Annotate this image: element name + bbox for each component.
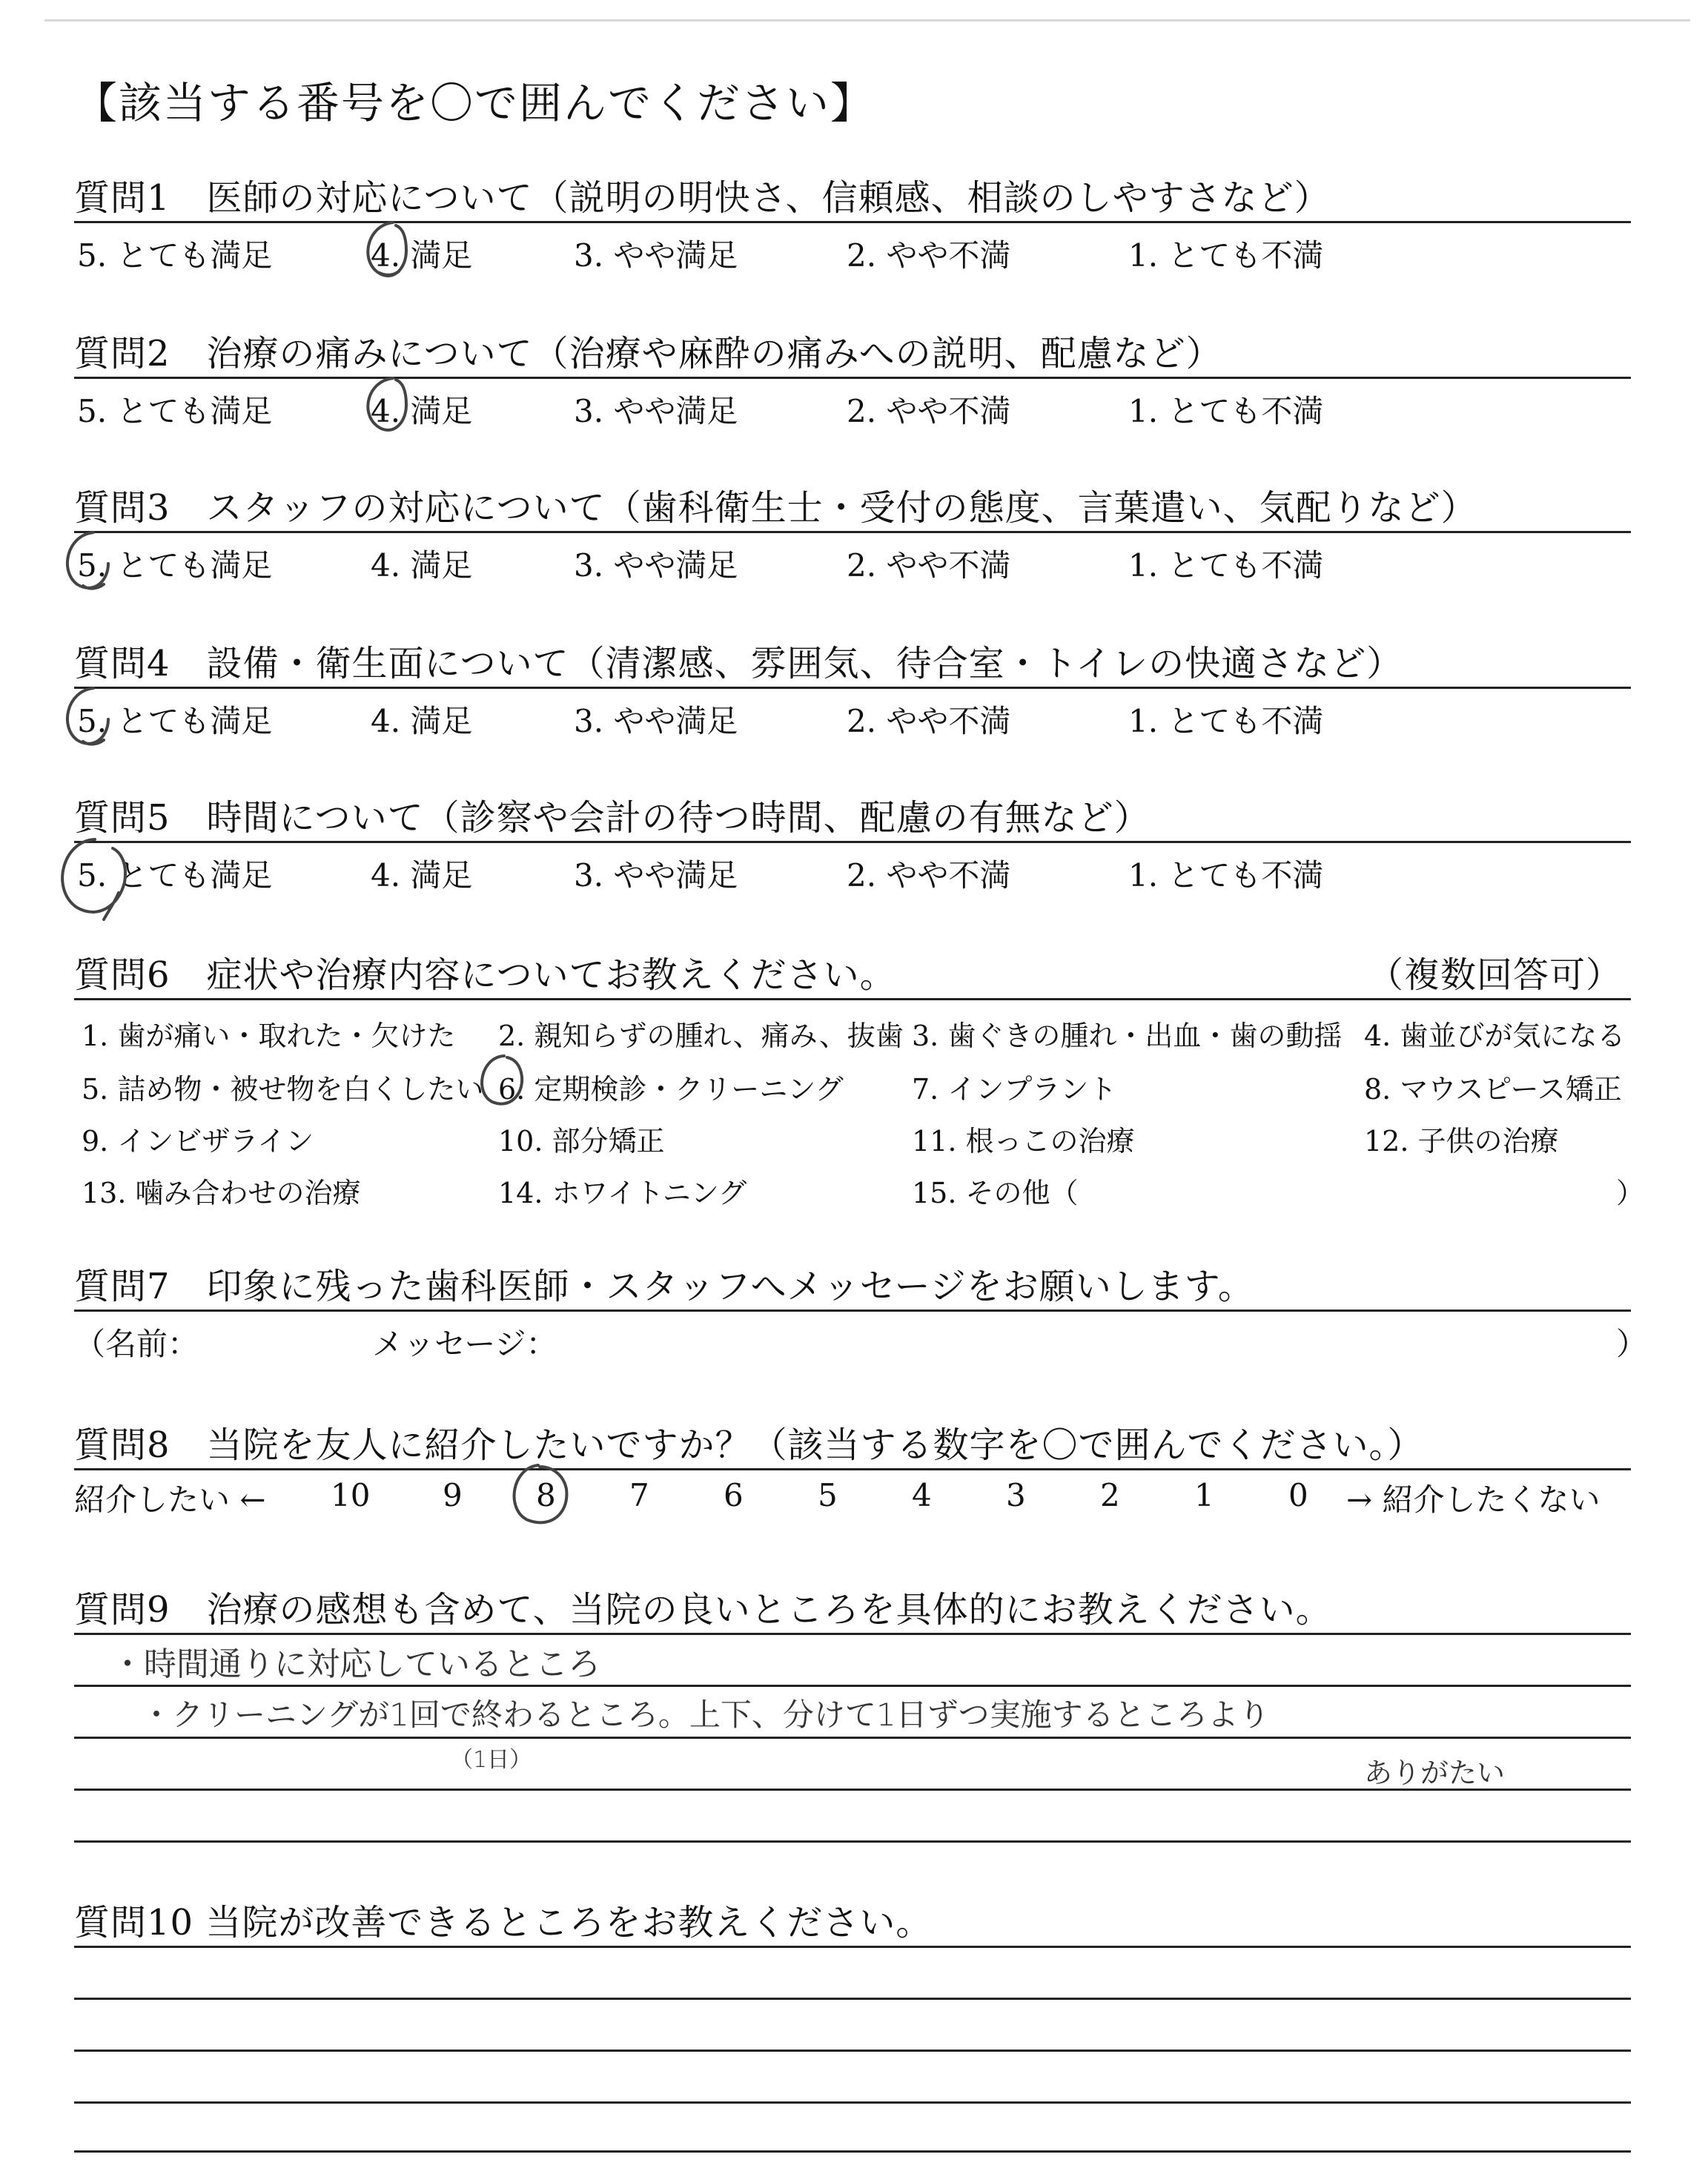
q8-score-5[interactable]: 5: [818, 1477, 838, 1513]
q2-option-5[interactable]: 5. とても満足: [77, 393, 273, 429]
q6-item-8[interactable]: 8. マウスピース矯正: [1364, 1073, 1622, 1106]
q10-rule-5: [74, 2150, 1631, 2153]
q7-message-label: メッセージ：: [372, 1326, 557, 1362]
q8-score-3[interactable]: 3: [1006, 1477, 1026, 1513]
q6-item-7[interactable]: 7. インプラント: [912, 1073, 1117, 1106]
q6-item-4[interactable]: 4. 歯並びが気になる: [1364, 1020, 1626, 1052]
q2-option-3[interactable]: 3. やや満足: [574, 393, 738, 429]
q2-option-1[interactable]: 1. とても不満: [1128, 393, 1324, 429]
q5-option-5[interactable]: 5. とても満足: [77, 857, 273, 894]
q6-rule: [74, 998, 1631, 1000]
q8-right-label: → 紹介したくない: [1346, 1482, 1601, 1518]
q4-option-1[interactable]: 1. とても不満: [1128, 703, 1324, 739]
q9-handwritten-line-1: ・時間通りに対応しているところ: [111, 1645, 600, 1683]
q6-item-13[interactable]: 13. 噛み合わせの治療: [82, 1177, 361, 1209]
q6-item-2[interactable]: 2. 親知らずの腫れ、痛み、抜歯: [498, 1020, 904, 1052]
q7-close: ）: [1616, 1326, 1648, 1362]
top-edge-line: [44, 19, 1690, 22]
q9-rule-1: [74, 1633, 1631, 1635]
q5-rule: [74, 841, 1631, 843]
q8-score-8[interactable]: 8: [536, 1477, 556, 1513]
q6-item-11[interactable]: 11. 根っこの治療: [912, 1125, 1135, 1157]
q3-option-1[interactable]: 1. とても不満: [1128, 547, 1324, 584]
q8-score-9[interactable]: 9: [443, 1477, 463, 1513]
q1-option-4[interactable]: 4. 満足: [371, 237, 473, 274]
q9-rule-3: [74, 1737, 1631, 1739]
q6-item-5[interactable]: 5. 詰め物・被せ物を白くしたい: [82, 1073, 484, 1106]
q10-rule-3: [74, 2050, 1631, 2052]
q8-rule: [74, 1468, 1631, 1470]
q6-multiple-note: （複数回答可）: [1368, 954, 1623, 996]
q9-handwritten-line-2: ・クリーニングが1回で終わるところ。上下、分けて1日ずつ実施するところより: [141, 1697, 1270, 1733]
q10-rule-2: [74, 1998, 1631, 2000]
q3-option-4[interactable]: 4. 満足: [371, 547, 473, 584]
q3-option-2[interactable]: 2. やや不満: [847, 547, 1011, 584]
q2-option-4[interactable]: 4. 満足: [371, 393, 473, 429]
q4-option-3[interactable]: 3. やや満足: [574, 703, 738, 739]
q5-option-1[interactable]: 1. とても不満: [1128, 857, 1324, 894]
q2-rule: [74, 377, 1631, 379]
q10-label: 質問10 当院が改善できるところをお教えください。: [74, 1902, 933, 1943]
q1-label: 質問1 医師の対応について（説明の明快さ、信頼感、相談のしやすさなど）: [74, 177, 1331, 219]
q8-score-4[interactable]: 4: [912, 1477, 932, 1513]
q3-option-5[interactable]: 5. とても満足: [77, 547, 273, 584]
q6-item-10[interactable]: 10. 部分矯正: [498, 1125, 665, 1157]
q9-handwritten-annotation: （1日）: [451, 1747, 532, 1773]
q1-option-5[interactable]: 5. とても満足: [77, 237, 273, 274]
q7-rule: [74, 1309, 1631, 1312]
q2-option-2[interactable]: 2. やや不満: [847, 393, 1011, 429]
q7-name-label: （名前：: [74, 1326, 199, 1362]
q8-score-10[interactable]: 10: [331, 1477, 371, 1513]
q6-other-close: ）: [1616, 1177, 1645, 1209]
q8-left-label: 紹介したい ←: [74, 1482, 266, 1518]
q8-score-0[interactable]: 0: [1288, 1477, 1308, 1513]
q1-option-2[interactable]: 2. やや不満: [847, 237, 1011, 274]
q3-option-3[interactable]: 3. やや満足: [574, 547, 738, 584]
q1-rule: [74, 221, 1631, 223]
q6-item-6[interactable]: 6. 定期検診・クリーニング: [498, 1073, 844, 1106]
q6-item-15[interactable]: 15. その他（: [912, 1177, 1079, 1209]
q7-label: 質問7 印象に残った歯科医師・スタッフへメッセージをお願いします。: [74, 1266, 1254, 1307]
q1-option-1[interactable]: 1. とても不満: [1128, 237, 1324, 274]
q10-rule-1: [74, 1946, 1631, 1948]
q9-label: 質問9 治療の感想も含めて、当院の良いところを具体的にお教えください。: [74, 1589, 1332, 1631]
q6-item-1[interactable]: 1. 歯が痛い・取れた・欠けた: [82, 1020, 456, 1052]
q8-score-6[interactable]: 6: [724, 1477, 744, 1513]
q2-label: 質問2 治療の痛みについて（治療や麻酔の痛みへの説明、配慮など）: [74, 333, 1222, 374]
q8-label: 質問8 当院を友人に紹介したいですか？（該当する数字を〇で囲んでください。）: [74, 1424, 1424, 1466]
q5-label: 質問5 時間について（診察や会計の待つ時間、配慮の有無など）: [74, 797, 1151, 839]
q4-label: 質問4 設備・衛生面について（清潔感、雰囲気、待合室・トイレの快適さなど）: [74, 643, 1403, 684]
q6-item-14[interactable]: 14. ホワイトニング: [498, 1177, 747, 1209]
q6-item-9[interactable]: 9. インビザライン: [82, 1125, 314, 1157]
q1-option-3[interactable]: 3. やや満足: [574, 237, 738, 274]
q4-option-5[interactable]: 5. とても満足: [77, 703, 273, 739]
q5-option-3[interactable]: 3. やや満足: [574, 857, 738, 894]
q4-rule: [74, 687, 1631, 689]
q3-rule: [74, 531, 1631, 533]
q8-score-1[interactable]: 1: [1194, 1477, 1214, 1513]
q3-label: 質問3 スタッフの対応について（歯科衛生士・受付の態度、言葉遣い、気配りなど）: [74, 487, 1477, 529]
q8-score-7[interactable]: 7: [629, 1477, 649, 1513]
q9-rule-2: [74, 1685, 1631, 1687]
q9-handwritten-line-3: ありがたい: [1364, 1757, 1506, 1789]
q6-item-12[interactable]: 12. 子供の治療: [1364, 1125, 1559, 1157]
q4-option-2[interactable]: 2. やや不満: [847, 703, 1011, 739]
q9-rule-5: [74, 1840, 1631, 1843]
q5-option-2[interactable]: 2. やや不満: [847, 857, 1011, 894]
q10-rule-4: [74, 2101, 1631, 2104]
q4-option-4[interactable]: 4. 満足: [371, 703, 473, 739]
q6-label: 質問6 症状や治療内容についてお教えください。: [74, 954, 896, 996]
q5-option-4[interactable]: 4. 満足: [371, 857, 473, 894]
page-title: 【該当する番号を〇で囲んでください】: [74, 78, 875, 128]
q8-score-2[interactable]: 2: [1100, 1477, 1120, 1513]
q6-item-3[interactable]: 3. 歯ぐきの腫れ・出血・歯の動揺: [912, 1020, 1343, 1052]
